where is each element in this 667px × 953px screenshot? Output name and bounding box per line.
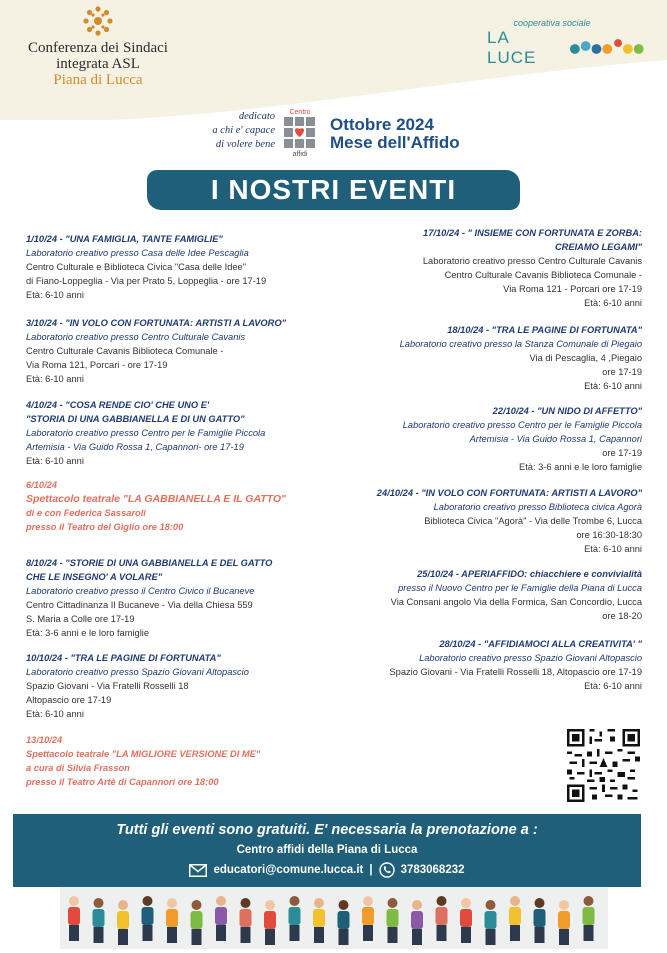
event-title-line-2: CREIAMO LEGAMI" <box>554 242 642 252</box>
event-detail-line: Età: 6-10 anni <box>584 381 642 391</box>
event-left-7 <box>26 733 326 789</box>
centro-logo-top-label: Centro <box>289 109 311 116</box>
dedication-line-2: a chi e' capace <box>212 125 275 136</box>
month-title-line-2: Mese dell'Affido <box>330 133 460 152</box>
footer-box <box>13 814 641 887</box>
event-detail-line: Spettacolo teatrale "LA MIGLIORE VERSIONE DI ME" <box>26 749 261 759</box>
person-figure <box>338 900 350 945</box>
contact-separator: | <box>369 864 373 876</box>
event-title: 17/10/24 - " INSIEME CON FORTUNATA E ZORBA: <box>423 228 642 238</box>
sun-emblem-icon <box>81 4 115 38</box>
event-detail-line: Età: 6-10 anni <box>584 681 642 691</box>
event-detail-line: Età: 6-10 anni <box>26 709 84 719</box>
event-detail-line: Centro Cittadinanza Il Bucaneve - Via della Chiesa 559 <box>26 600 253 610</box>
event-detail-line: Artemisia - Via Guido Rossa 1, Capannori- ore 17-19 <box>26 442 244 452</box>
event-left-2 <box>26 316 326 386</box>
event-detail-line: Laboratorio creativo presso Centro per le Famiglie Piccola <box>402 420 642 430</box>
event-title: 13/10/24 <box>26 735 63 745</box>
person-figure <box>485 900 497 945</box>
person-figure <box>460 898 472 943</box>
events-banner: I NOSTRI EVENTI <box>147 170 520 210</box>
person-figure <box>117 900 129 945</box>
colored-dots-icon <box>569 37 648 59</box>
centro-affidi-logo <box>278 106 322 158</box>
event-detail-line: Laboratorio creativo presso Centro Culturale Cavanis <box>26 332 246 342</box>
event-detail-line: Biblioteca Civica "Agorà" - Via delle Trombe 6, Lucca <box>424 516 642 526</box>
la-luce-logo <box>487 18 647 68</box>
email-icon <box>189 864 207 877</box>
dedication-line-3: di volere bene <box>215 139 275 150</box>
coop-name: LA LUCE <box>487 28 537 67</box>
event-detail-line: Laboratorio creativo presso la Stanza Comunale di Piegaio <box>399 339 642 349</box>
event-detail-line: Via di Pescaglia, 4 ,Piegaio <box>529 353 642 363</box>
footer-contact <box>13 862 641 878</box>
person-figure <box>215 896 227 941</box>
person-figure <box>313 898 325 943</box>
email-link[interactable]: educatori@comune.lucca.it <box>213 864 364 876</box>
person-figure <box>436 896 448 941</box>
person-figure <box>68 896 80 941</box>
event-detail-line: S. Maria a Colle ore 17-19 <box>26 614 135 624</box>
footer-main-text: Tutti gli eventi sono gratuiti. E' necessaria la prenotazione a : <box>116 822 538 838</box>
event-detail-line: Centro Culturale Cavanis Biblioteca Comunale - <box>444 270 642 280</box>
person-figure <box>289 896 301 941</box>
event-title: 1/10/24 - "UNA FAMIGLIA, TANTE FAMIGLIE" <box>26 234 223 244</box>
person-figure <box>509 896 521 941</box>
event-detail-line: Laboratorio creativo presso Biblioteca civica Agorà <box>433 502 642 512</box>
event-right-1 <box>330 226 642 310</box>
event-detail-line: Laboratorio creativo presso Spazio Giovani Altopascio <box>26 667 249 677</box>
event-detail-line: Età: 6-10 anni <box>26 290 84 300</box>
event-title: 25/10/24 - APERIAFFIDO: chiacchiere e convivialità <box>417 569 642 579</box>
event-detail-line: a cura di Silvia Frasson <box>26 763 130 773</box>
heart-icon <box>295 128 304 137</box>
event-title: 18/10/24 - "TRA LE PAGINE DI FORTUNATA" <box>447 325 642 335</box>
event-right-4 <box>330 486 642 556</box>
event-detail-line: Artemisia - Via Guido Rossa 1, Capannori <box>469 434 642 444</box>
event-right-5 <box>330 567 642 623</box>
event-title: 4/10/24 - "COSA RENDE CIO' CHE UNO E' <box>26 400 210 410</box>
dedication-line-1: dedicato <box>238 111 275 122</box>
month-title-line-1: Ottobre 2024 <box>330 115 434 134</box>
event-detail-line: Centro Culturale Cavanis Biblioteca Comunale - <box>26 346 224 356</box>
event-left-5 <box>26 556 326 640</box>
person-figure <box>534 898 546 943</box>
person-figure <box>166 898 178 943</box>
org-line-2: integrata ASL <box>56 56 140 72</box>
event-detail-line: Laboratorio creativo presso Casa delle Idee Pescaglia <box>26 248 249 258</box>
phone-icon <box>379 862 395 878</box>
event-right-3 <box>330 404 642 474</box>
org-line-1: Conferenza dei Sindaci <box>28 40 168 56</box>
event-detail-line: Laboratorio creativo presso Spazio Giovani Altopascio <box>419 653 642 663</box>
phone-link[interactable]: 3783068232 <box>400 864 465 876</box>
event-detail-line: presso il Teatro del Giglio ore 18:00 <box>26 522 184 532</box>
person-figure <box>264 900 276 945</box>
month-title <box>330 116 460 152</box>
event-title: 22/10/24 - "UN NIDO DI AFFETTO" <box>492 406 642 416</box>
event-detail-line: Età: 3-6 anni e le loro famiglie <box>26 628 149 638</box>
event-detail-line: Via Consani angolo Via della Formica, San Concordio, Lucca <box>390 597 642 607</box>
event-detail-line: Età: 6-10 anni <box>26 456 84 466</box>
org-line-3: Piana di Lucca <box>53 72 143 88</box>
event-detail-line: Spazio Giovani - Via Fratelli Rosselli 18, Altopascio ore 17-19 <box>389 667 642 677</box>
event-left-4 <box>26 478 326 534</box>
event-detail-line: Via Roma 121 - Porcari ore 17-19 <box>503 284 642 294</box>
person-figure <box>583 896 595 941</box>
event-detail-line: Centro Culturale e Biblioteca Civica "Casa delle Idee" <box>26 262 247 272</box>
event-left-6 <box>26 651 326 721</box>
event-detail-line: Spazio Giovani - Via Fratelli Rosselli 18 <box>26 681 189 691</box>
event-right-2 <box>330 323 642 393</box>
event-title: 10/10/24 - "TRA LE PAGINE DI FORTUNATA" <box>26 653 221 663</box>
person-figure <box>93 898 105 943</box>
event-left-1 <box>26 232 326 302</box>
event-detail-line: Laboratorio creativo presso il Centro Civico il Bucaneve <box>26 586 255 596</box>
coop-label: cooperativa sociale <box>513 18 591 28</box>
footer-subtitle: Centro affidi della Piana di Lucca <box>236 844 418 856</box>
event-detail-line: di Fiano-Loppeglia - Via per Prato 5, Loppeglia - ore 17-19 <box>26 276 267 286</box>
person-figure <box>558 900 570 945</box>
event-detail-line: ore 18-20 <box>602 611 642 621</box>
event-title: 3/10/24 - "IN VOLO CON FORTUNATA: ARTISTI A LAVORO" <box>26 318 287 328</box>
event-detail-line: ore 17-19 <box>602 367 642 377</box>
event-detail-line: Età: 6-10 anni <box>584 544 642 554</box>
person-figure <box>362 896 374 941</box>
event-title-line-2: "STORIA DI UNA GABBIANELLA E DI UN GATTO" <box>26 414 245 424</box>
event-detail-line: Laboratorio creativo presso Centro per le Famiglie Piccola <box>26 428 266 438</box>
person-figure <box>142 896 154 941</box>
event-title: 8/10/24 - "STORIE DI UNA GABBIANELLA E DEL GATTO <box>26 558 273 568</box>
event-title: 24/10/24 - "IN VOLO CON FORTUNATA: ARTISTI A LAVORO" <box>376 488 642 498</box>
event-detail-line: Età: 3-6 anni e le loro famiglie <box>519 462 642 472</box>
event-title: 6/10/24 <box>26 480 58 490</box>
event-title-line-2: CHE LE INSEGNO' A VOLARE" <box>26 572 163 582</box>
qr-code[interactable] <box>567 729 640 802</box>
event-right-6 <box>330 637 642 693</box>
event-detail-line: presso il Teatro Artè di Capannori ore 18:00 <box>26 777 219 787</box>
event-detail-line: Via Roma 121, Porcari - ore 17-19 <box>26 360 168 370</box>
event-detail-line: di e con Federica Sassaroli <box>26 508 146 518</box>
person-figure <box>191 900 203 945</box>
event-detail-line: ore 16:30-18:30 <box>576 530 642 540</box>
person-figure <box>411 900 423 945</box>
dedication-text <box>183 110 275 152</box>
centro-logo-bottom-label: affidi <box>292 151 308 158</box>
conferenza-sindaci-logo <box>8 4 188 88</box>
people-illustration <box>60 887 608 949</box>
person-figure <box>387 898 399 943</box>
event-detail-line: presso il Nuovo Centro per le Famiglie della Piana di Lucca <box>398 583 642 593</box>
event-title: 28/10/24 - "AFFIDIAMOCI ALLA CREATIVITA' " <box>439 639 642 649</box>
event-detail-line: Altopascio ore 17-19 <box>26 695 112 705</box>
event-detail-line: Spettacolo teatrale "LA GABBIANELLA E IL GATTO" <box>26 493 287 505</box>
event-detail-line: ore 17-19 <box>602 448 642 458</box>
event-detail-line: Laboratorio creativo presso Centro Culturale Cavanis <box>422 256 642 266</box>
event-detail-line: Età: 6-10 anni <box>584 298 642 308</box>
person-figure <box>240 898 252 943</box>
event-detail-line: Età: 6-10 anni <box>26 374 84 384</box>
event-left-3 <box>26 398 326 468</box>
